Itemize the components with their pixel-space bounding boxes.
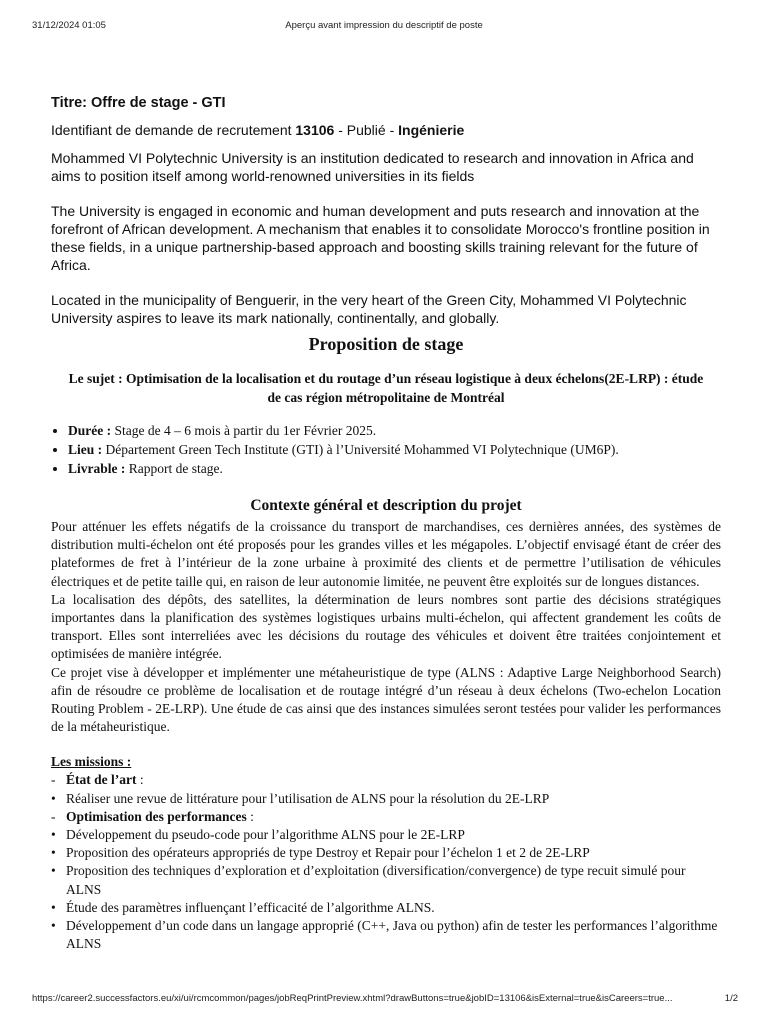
info-deliverable: [68, 459, 721, 478]
mission-item: • Réaliser une revue de littérature pour l’utilisation de ALNS pour la résolution du 2E-LRP: [51, 790, 721, 808]
mission-item: • Proposition des techniques d’exploration et d’exploitation (diversification/convergence) de type recuit simulé pour ALNS: [51, 862, 721, 898]
context-heading: Contexte général et description du projet: [250, 497, 522, 514]
print-header-title: Aperçu avant impression du descriptif de poste: [285, 20, 483, 31]
requisition-department: Ingénierie: [398, 122, 465, 138]
context-paragraph: La localisation des dépôts, des satellites, la détermination de leurs nombres sont partie des décisions stratégiques importantes dans la planification des systèmes logistiques urbains multi-échelon, qui affectent grandement les coûts de transport. Elles sont interreliées avec les décisions du routage des véhicules et doivent être traitées conjointement et optimisées de manière intégrée.: [51, 591, 721, 662]
requisition-line: [51, 121, 721, 139]
job-description: [51, 94, 721, 953]
info-value: Stage de 4 – 6 mois à partir du 1er Février 2025.: [111, 423, 377, 438]
requisition-status: - Publié -: [334, 122, 399, 138]
context-paragraph: Pour atténuer les effets négatifs de la croissance du transport de marchandises, ces dernières années, des systèmes de distribution multi-échelon ont été proposés pour les grandes villes et les mégapoles. L’objectif envisagé étant de créer des plateformes de fret à l’intérieur de la zone urbaine à proximité des clients et de permettre l’utilisation de véhicules électriques et de petite taille qui, en raison de leur autonomie limitée, ne peuvent être exploités sur de longues distances.: [51, 519, 721, 589]
mission-item: • Développement du pseudo-code pour l’algorithme ALNS pour le 2E-LRP: [51, 826, 721, 844]
mission-group-label: Optimisation des performances: [66, 808, 247, 824]
posting-title: Titre: Offre de stage - GTI: [51, 95, 226, 111]
info-location: [68, 440, 721, 459]
missions-heading: Les missions :: [51, 754, 132, 770]
requisition-prefix: Identifiant de demande de recrutement: [51, 122, 296, 138]
proposal-subject: Le sujet : Optimisation de la localisation et du routage d’un réseau logistique à deux échelons(2E-LRP) : étude de cas région métropolitaine de Montréal: [68, 371, 704, 405]
mission-group-suffix: :: [246, 808, 254, 824]
info-label: Livrable :: [68, 461, 126, 476]
print-datetime: 31/12/2024 01:05: [32, 20, 106, 31]
requisition-id: 13106: [295, 122, 335, 138]
proposal-heading: Proposition de stage: [308, 334, 464, 354]
mission-item: • Proposition des opérateurs appropriés de type Destroy et Repair pour l’échelon 1 et 2 de 2E-LRP: [51, 844, 721, 862]
mission-group-state-of-art: [51, 771, 721, 789]
info-label: Lieu :: [68, 442, 103, 457]
proposal-info-list: [51, 421, 721, 478]
context-paragraph: Ce projet vise à développer et implémenter une métaheuristique de type (ALNS : Adaptive Large Neighborhood Search) afin de résoudre ce problème de localisation et de routage intégré d’un réseau à deux échelons (Two-echelon Location Routing Problem - 2E-LRP). Une étude de cas ainsi que des instances simulées seront testées pour valider les performances de la métaheuristique.: [51, 664, 721, 735]
info-label: Durée :: [68, 423, 112, 438]
print-page-number: 1/2: [724, 993, 738, 1004]
mission-item: • Étude des paramètres influençant l’efficacité de l’algorithme ALNS.: [51, 899, 721, 917]
mission-group-suffix: :: [136, 772, 144, 788]
mission-item: • Développement d’un code dans un langage approprié (C++, Java ou python) afin de tester les performances l’algorithme ALNS: [51, 917, 721, 953]
intro-paragraph: Mohammed VI Polytechnic University is an institution dedicated to research and innovation in Africa and aims to position itself among world-renowned universities in its fields: [51, 150, 694, 184]
mission-group-optimisation: [51, 808, 721, 826]
intro-paragraph: Located in the municipality of Benguerir, in the very heart of the Green City, Mohammed VI Polytechnic University aspires to leave its mark nationally, continentally, and globally.: [51, 292, 687, 326]
info-value: Département Green Tech Institute (GTI) à l’Université Mohammed VI Polytechnique (UM6P).: [102, 442, 619, 457]
info-value: Rapport de stage.: [125, 461, 223, 476]
missions-list: [51, 771, 721, 953]
mission-group-label: État de l’art: [66, 772, 137, 788]
intro-paragraph: The University is engaged in economic and human development and puts research and innovation at the forefront of African development. A mechanism that enables it to consolidate Morocco's frontline position in these fields, in a unique partnership-based approach and boosting skills training relevant for the future of Africa.: [51, 203, 710, 273]
info-duration: [68, 421, 721, 440]
print-footer-url: https://career2.successfactors.eu/xi/ui/rcmcommon/pages/jobReqPrintPreview.xhtml?drawButtons=true&jobID=13106&isExternal=true&isCareers=true...: [32, 993, 673, 1004]
